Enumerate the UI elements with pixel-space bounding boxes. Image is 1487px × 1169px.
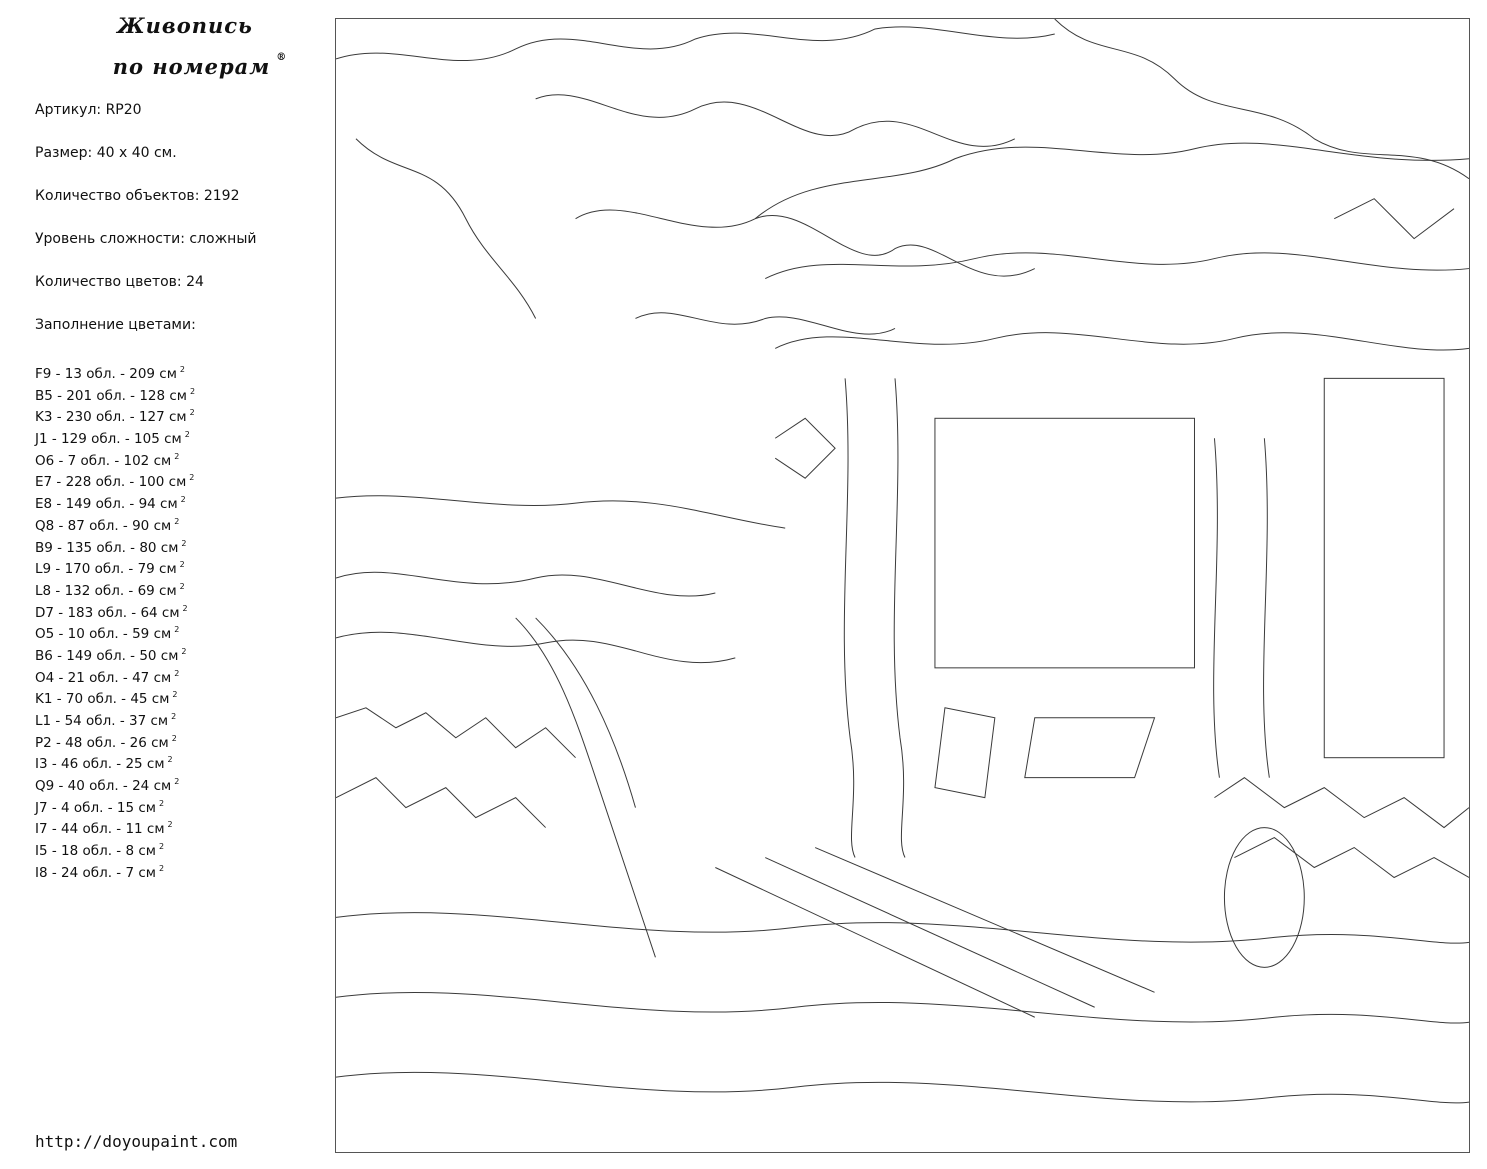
color-fill-text: I5 - 18 обл. - 8 см (35, 843, 156, 860)
color-fill-text: D7 - 183 обл. - 64 см (35, 604, 180, 621)
horizon-line (336, 496, 785, 528)
square-unit-exponent: 2 (180, 495, 186, 505)
color-fill-text: I8 - 24 обл. - 7 см (35, 864, 156, 881)
tree-canopy (775, 333, 1469, 350)
table-outline (1025, 718, 1155, 778)
product-info (35, 98, 257, 356)
brand-logo (80, 10, 310, 83)
square-unit-exponent: 2 (174, 516, 180, 526)
floor-line (765, 858, 1094, 1008)
color-fill-text: P2 - 48 обл. - 26 см (35, 734, 169, 751)
color-fill-item (35, 424, 195, 446)
line-art-illustration (336, 19, 1469, 1152)
tree-canopy (755, 143, 1469, 219)
color-fill-item (35, 402, 195, 424)
color-fill-item (35, 858, 195, 880)
logo-line-1: Живопись (117, 13, 253, 38)
square-unit-exponent: 2 (181, 646, 187, 656)
coast-line (336, 632, 735, 662)
registered-mark: ® (276, 52, 288, 63)
square-unit-exponent: 2 (167, 820, 173, 830)
color-fill-list (35, 359, 195, 880)
square-unit-exponent: 2 (174, 625, 180, 635)
floor-line (336, 992, 1469, 1023)
cloud-outline (356, 139, 536, 319)
color-fill-item (35, 576, 195, 598)
color-fill-item (35, 554, 195, 576)
square-unit-exponent: 2 (182, 603, 188, 613)
tree-trunk (894, 378, 905, 857)
coloring-canvas (335, 18, 1470, 1153)
info-sidebar (0, 0, 330, 1169)
cloud-outline (635, 313, 895, 334)
foliage-detail (1334, 199, 1454, 239)
color-fill-text: F9 - 13 обл. - 209 см (35, 366, 177, 382)
color-fill-item (35, 684, 195, 706)
color-fill-text: O4 - 21 обл. - 47 см (35, 669, 172, 686)
color-fill-item (35, 511, 195, 533)
colors-count-label: Количество цветов: 24 (35, 274, 204, 290)
square-unit-exponent: 2 (158, 842, 165, 852)
logo-line-2-text: по номерам (112, 54, 271, 79)
chair-outline (935, 708, 995, 798)
foliage-detail (1234, 838, 1469, 878)
color-fill-item (35, 446, 195, 468)
color-fill-text: K1 - 70 обл. - 45 см (35, 691, 170, 708)
color-fill-item (35, 619, 195, 641)
color-fill-item (35, 641, 195, 663)
flower-pot (1224, 828, 1304, 968)
color-fill-text: B6 - 149 обл. - 50 см (35, 647, 179, 664)
color-fill-text: B9 - 135 обл. - 80 см (35, 539, 179, 556)
color-fill-text: I3 - 46 обл. - 25 см (35, 756, 165, 773)
color-fill-item (35, 836, 195, 858)
tree-trunk (844, 378, 855, 857)
color-fill-text: L1 - 54 обл. - 37 см (35, 713, 169, 729)
floor-line (815, 848, 1154, 993)
square-unit-exponent: 2 (181, 538, 187, 548)
window-opening (1324, 378, 1444, 757)
square-unit-exponent: 2 (158, 863, 165, 873)
square-unit-exponent: 2 (179, 560, 185, 570)
color-fill-text: L8 - 132 обл. - 69 см (35, 582, 177, 599)
color-fill-text: L9 - 170 обл. - 79 см (35, 561, 177, 578)
color-fill-text: O6 - 7 обл. - 102 см (35, 452, 172, 469)
square-unit-exponent: 2 (172, 690, 178, 700)
square-unit-exponent: 2 (158, 798, 165, 808)
color-fill-item (35, 663, 195, 685)
coast-line (336, 572, 715, 596)
color-fill-text: O5 - 10 обл. - 59 см (35, 626, 172, 643)
color-fill-text: Q8 - 87 обл. - 90 см (35, 517, 172, 534)
cloud-outline (536, 95, 1015, 147)
tree-canopy (765, 253, 1469, 279)
square-unit-exponent: 2 (174, 777, 180, 787)
tree-trunk (1264, 438, 1270, 777)
size-label: Размер: 40 х 40 см. (35, 145, 177, 161)
color-fill-item (35, 706, 195, 728)
cloud-outline (1055, 19, 1469, 179)
color-fill-item (35, 381, 195, 403)
color-fill-text: B5 - 201 обл. - 128 см (35, 387, 187, 404)
color-fill-item (35, 814, 195, 836)
color-fill-item (35, 359, 195, 381)
color-fill-item (35, 749, 195, 771)
square-unit-exponent: 2 (190, 386, 196, 396)
garden-path (536, 618, 636, 808)
color-fill-item (35, 728, 195, 750)
color-fill-item (35, 489, 195, 511)
color-fill-text: Q9 - 40 обл. - 24 см (35, 778, 172, 795)
square-unit-exponent: 2 (167, 755, 173, 765)
cloud-outline (336, 27, 1055, 61)
website-link[interactable]: http://doyoupaint.com (35, 1132, 238, 1151)
window-opening (935, 418, 1195, 668)
square-unit-exponent: 2 (171, 733, 177, 743)
tree-trunk (1214, 438, 1220, 777)
floor-line (336, 913, 1469, 944)
fill-header: Заполнение цветами: (35, 317, 196, 333)
color-fill-item (35, 598, 195, 620)
color-fill-text: J1 - 129 обл. - 105 см (35, 431, 182, 448)
logo-line-2 (90, 42, 310, 83)
square-unit-exponent: 2 (189, 408, 195, 418)
color-fill-item (35, 467, 195, 489)
square-unit-exponent: 2 (174, 668, 180, 678)
square-unit-exponent: 2 (174, 451, 180, 461)
square-unit-exponent: 2 (179, 581, 185, 591)
square-unit-exponent: 2 (184, 430, 190, 440)
garden-path (516, 618, 656, 957)
foliage-detail (336, 708, 576, 758)
square-unit-exponent: 2 (189, 473, 195, 483)
foliage-detail (775, 418, 835, 478)
color-fill-item (35, 793, 195, 815)
color-fill-text: E8 - 149 обл. - 94 см (35, 496, 178, 513)
color-fill-item (35, 771, 195, 793)
color-fill-text: I7 - 44 обл. - 11 см (35, 821, 165, 838)
square-unit-exponent: 2 (171, 712, 177, 721)
difficulty-label: Уровень сложности: сложный (35, 231, 257, 247)
foliage-detail (336, 778, 546, 828)
foliage-detail (1214, 778, 1469, 828)
color-fill-text: J7 - 4 обл. - 15 см (35, 799, 156, 816)
article-label: Артикул: RP20 (35, 102, 142, 118)
square-unit-exponent: 2 (179, 365, 185, 374)
color-fill-text: E7 - 228 обл. - 100 см (35, 474, 187, 491)
floor-line (715, 868, 1034, 1018)
floor-line (336, 1072, 1469, 1103)
objects-count-label: Количество объектов: 2192 (35, 188, 240, 204)
color-fill-text: K3 - 230 обл. - 127 см (35, 409, 187, 426)
color-fill-item (35, 533, 195, 555)
